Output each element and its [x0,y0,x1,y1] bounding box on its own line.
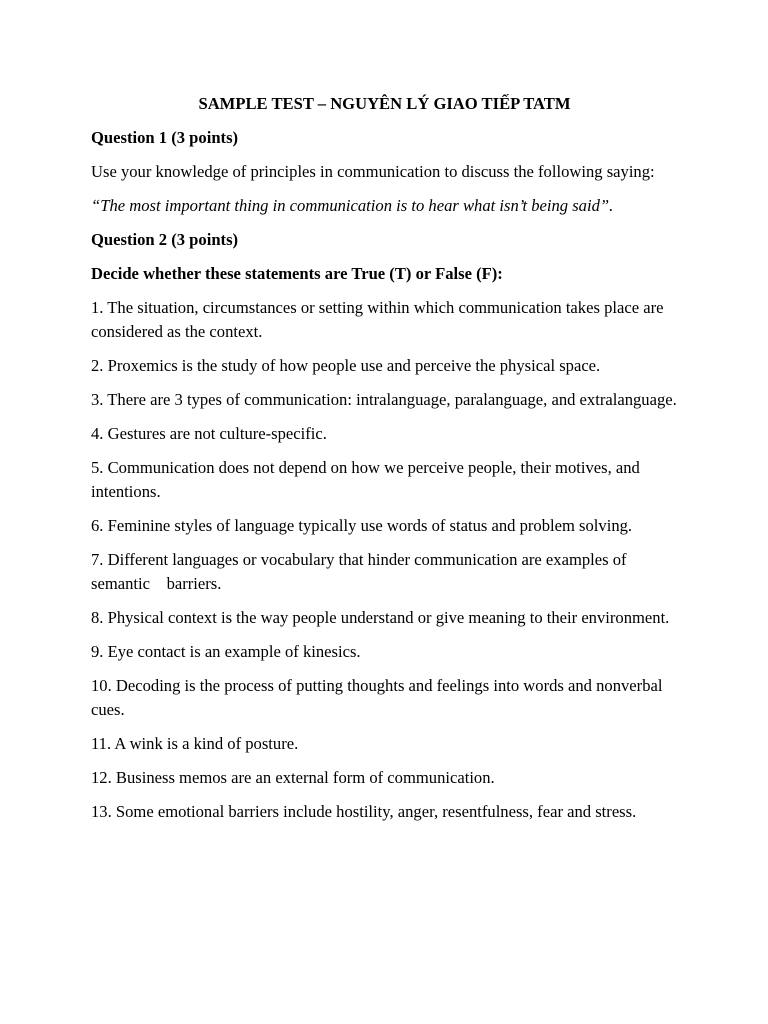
statement-item: 13. Some emotional barriers include hostility, anger, resentfulness, fear and stress. [91,802,637,821]
statement-item: 10. Decoding is the process of putting thoughts and feelings into words and nonverbal cues. [91,676,667,719]
statement-item: 1. The situation, circumstances or setting within which communication takes place are considered as the context. [91,298,668,341]
question-2-instruction: Decide whether these statements are True (T) or False (F): [91,264,503,283]
question-2-heading: Question 2 (3 points) [91,230,239,249]
statement-item: 6. Feminine styles of language typically use words of status and problem solving. [91,516,633,535]
document-title: SAMPLE TEST – NGUYÊN LÝ GIAO TIẾP TATM [198,94,571,113]
statement-list [91,296,678,824]
statement-item: 3. There are 3 types of communication: intralanguage, paralanguage, and extralanguage. [91,390,677,409]
statement-item: 4. Gestures are not culture-specific. [91,424,327,443]
statement-item: 11. A wink is a kind of posture. [91,734,299,753]
statement-item: 7. Different languages or vocabulary that hinder communication are examples of semantic barriers. [91,550,631,593]
statement-item: 9. Eye contact is an example of kinesics. [91,642,361,661]
statement-item: 12. Business memos are an external form of communication. [91,768,495,787]
question-1-prompt: Use your knowledge of principles in communication to discuss the following saying: [91,162,655,181]
statement-item: 5. Communication does not depend on how we perceive people, their motives, and intentions. [91,458,644,501]
question-1-heading: Question 1 (3 points) [91,128,239,147]
statement-item: 8. Physical context is the way people understand or give meaning to their environment. [91,608,670,627]
statement-item: 2. Proxemics is the study of how people use and perceive the physical space. [91,356,601,375]
question-1-quote: “The most important thing in communication is to hear what isn’t being said”. [91,196,614,215]
